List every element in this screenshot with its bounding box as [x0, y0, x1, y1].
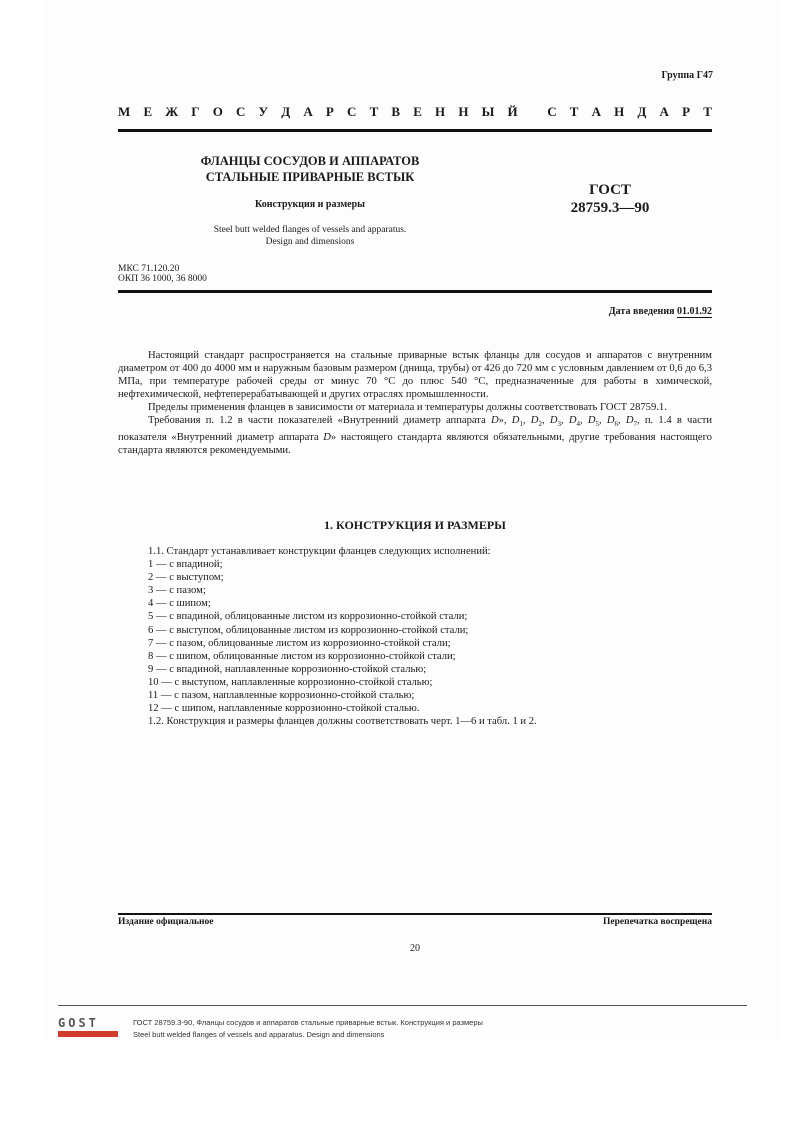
list-item: 3 — с пазом;	[148, 585, 206, 597]
okp-code: ОКП 36 1000, 36 8000	[118, 274, 207, 284]
classification-codes	[118, 264, 207, 284]
intro-date-label: Дата введения	[608, 306, 675, 317]
heading-letter: О	[212, 104, 223, 119]
heading-letter: Р	[682, 104, 691, 119]
page-number: 20	[410, 943, 420, 954]
heading-letter: Е	[413, 104, 422, 119]
interstate-standard-heading	[118, 104, 712, 120]
heading-letter: С	[236, 104, 246, 119]
list-item: 1 — с впадиной;	[148, 559, 223, 571]
codes-rule	[118, 290, 712, 293]
heading-letter: Д	[637, 104, 647, 119]
heading-letter: Ы	[481, 104, 495, 119]
heading-letter: Р	[325, 104, 334, 119]
heading-letter: Н	[614, 104, 625, 119]
list-item: 8 — с шипом, облицованные листом из коррозионно-стойкой стали;	[148, 650, 456, 662]
english-title-line-1: Steel butt welded flanges of vessels and apparatus.	[213, 225, 407, 235]
introduction-date	[540, 306, 712, 317]
reference-line-ru: ГОСТ 28759.3-90, Фланцы сосудов и аппаратов стальные приварные встык. Конструкция и размеры	[133, 1018, 483, 1027]
section-title: 1. КОНСТРУКЦИЯ И РАЗМЕРЫ	[324, 518, 506, 532]
english-title	[150, 224, 470, 248]
heading-letter	[531, 104, 534, 120]
heading-letter: У	[258, 104, 269, 119]
list-item: 7 — с пазом, облицованные листом из коррозионно-стойкой стали;	[148, 637, 451, 649]
paragraph-requirements: Требования п. 1.2 в части показателей «Внутренний диаметр аппарата D», $D_1$, $D_2$, $D_3$, $D_4$, $D_5$, $D_6$, $D_7$, п. 1.4 в части показателя «Внутренний диаметр аппарата D» настоящего стандарта являются обязательными, другие требования настоящего стандарта являются рекомендуемыми.	[118, 415, 713, 457]
heading-letter: А	[591, 104, 601, 119]
heading-letter: Н	[435, 104, 446, 119]
list-item: 11 — с пазом, наплавленные коррозионно-стойкой сталью;	[148, 690, 415, 702]
list-item: 1.1. Стандарт устанавливает конструкции фланцев следующих исполнений:	[148, 546, 491, 557]
official-edition-label: Издание официальное	[118, 917, 214, 927]
body-text	[118, 349, 712, 457]
list-item: 6 — с выступом, облицованные листом из коррозионно-стойкой стали;	[148, 624, 469, 636]
bottom-divider	[58, 1005, 747, 1006]
english-title-line-2: Design and dimensions	[265, 237, 355, 247]
heading-letter: Т	[369, 104, 379, 119]
header-rule	[118, 129, 712, 132]
heading-letter: Н	[458, 104, 469, 119]
document-reference	[133, 1017, 483, 1041]
heading-letter: Й	[507, 104, 518, 119]
heading-letter: В	[391, 104, 401, 119]
heading-letter: А	[659, 104, 669, 119]
list-item: 4 — с шипом;	[148, 598, 211, 610]
paragraph-scope: Настоящий стандарт распространяется на стальные приварные встык фланцы для сосудов и аппаратов с внутренним диаметром от 400 до 4000 мм и наружным базовым размером (днища, трубы) от 426 до 720 мм с условным давлением от 0,6 до 6,3 МПа, при температуре рабочей среды от минус 70 °С до плюс 540 °С, предназначенные для работы в химической, нефтехимической, нефтеперерабатывающей и других отраслях промышленности.	[118, 350, 712, 400]
heading-letter: Т	[569, 104, 579, 119]
heading-letter: Е	[143, 104, 153, 119]
list-item: 10 — с выступом, наплавленные коррозионно-стойкой сталью;	[148, 676, 433, 688]
intro-date-value: 01.01.92	[677, 306, 712, 317]
document-title	[150, 153, 470, 185]
gost-expert-logo[interactable]	[58, 1017, 118, 1037]
heading-letter: С	[347, 104, 357, 119]
heading-letter: А	[303, 104, 313, 119]
title-line-1: ФЛАНЦЫ СОСУДОВ И АППАРАТОВ	[200, 154, 420, 168]
logo-gost-text: GOST	[58, 1016, 99, 1030]
list-item: 9 — с впадиной, наплавленные коррозионно-стойкой сталью;	[148, 663, 427, 675]
section-list	[148, 545, 712, 728]
list-item: 1.2. Конструкция и размеры фланцев должны соответствовать черт. 1—6 и табл. 1 и 2.	[148, 716, 537, 728]
heading-letter: М	[118, 104, 131, 119]
gost-number: 28759.3—90	[570, 200, 650, 216]
heading-letter: Д	[281, 104, 291, 119]
heading-letter: Ж	[165, 104, 179, 119]
mks-code: МКС 71.120.20	[118, 264, 180, 274]
list-item: 12 — с шипом, наплавленные коррозионно-стойкой сталью.	[148, 703, 420, 715]
list-item: 2 — с выступом;	[148, 572, 224, 584]
reprint-prohibited-label: Перепечатка воспрещена	[602, 917, 712, 927]
group-label: Группа Г47	[661, 70, 713, 81]
logo-expert-bar	[58, 1031, 118, 1037]
heading-letter: Г	[191, 104, 200, 119]
paragraph-limits: Пределы применения фланцев в зависимости от материала и температуры должны соответствовать ГОСТ 28759.1.	[148, 402, 667, 413]
footer-rule	[118, 913, 712, 915]
gost-label: ГОСТ	[589, 182, 631, 198]
heading-letter: Т	[703, 104, 712, 119]
heading-letter: С	[547, 104, 557, 119]
document-subtitle: Конструкция и размеры	[255, 199, 365, 210]
reference-line-en: Steel butt welded flanges of vessels and apparatus. Design and dimensions	[133, 1030, 385, 1039]
list-item: 5 — с впадиной, облицованные листом из коррозионно-стойкой стали;	[148, 611, 468, 623]
gost-designation	[555, 181, 665, 217]
title-line-2: СТАЛЬНЫЕ ПРИВАРНЫЕ ВСТЫК	[205, 170, 415, 184]
